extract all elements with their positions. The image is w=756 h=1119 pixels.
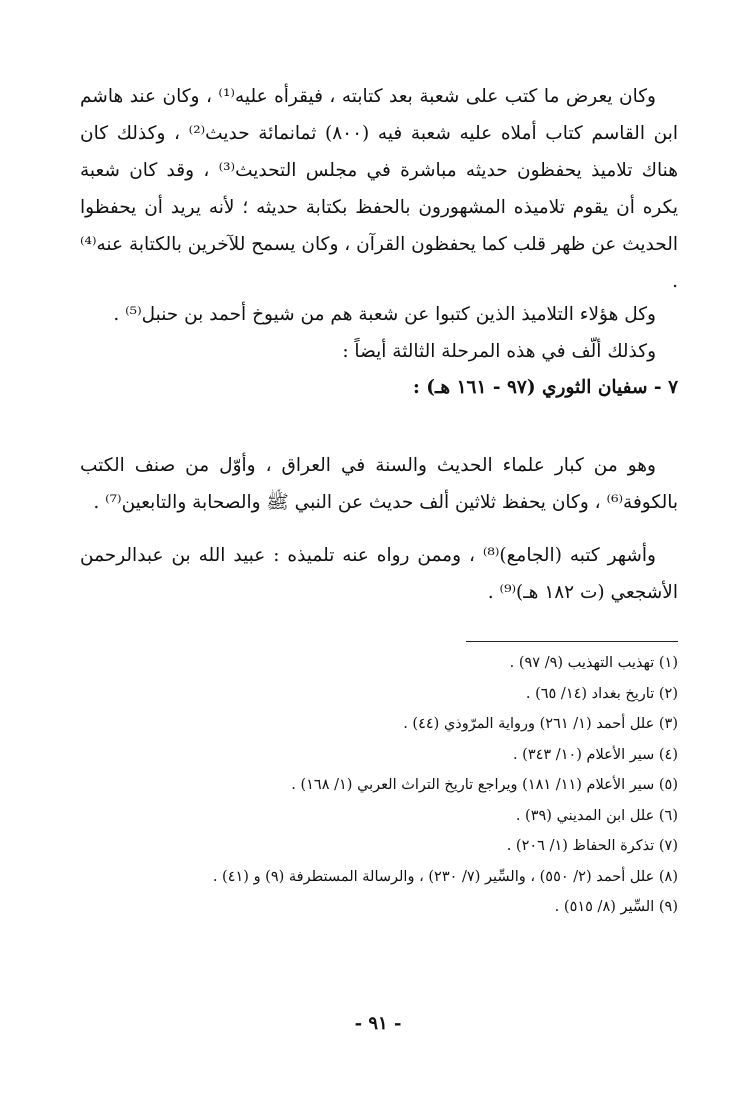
footnotes-list bbox=[80, 648, 678, 923]
footnote-2: (٢) تاريخ بغداد (١٤/ ٦٥) . bbox=[525, 685, 678, 702]
paragraph-shuba-writing: وكان يعرض ما كتب على شعبة بعد كتابته ، فيقرأه عليه⁽¹⁾ ، وكان عند هاشم ابن القاسم كتاب أملاه عليه شعبة فيه (٨٠٠) ثمانمائة حديث⁽²⁾ ، وكذلك كان هناك تلاميذ يحفظون حديثه مباشرة في مجلس التحديث⁽³⁾ ، وقد كان شعبة يكره أن يقوم تلاميذه المشهورون بالحفظ بكتابة حديثه ؛ لأنه يريد أن يحفظوا الحديث عن ظهر قلب كما يحفظون القرآن ، وكان يسمح للآخرين بالكتابة عنه⁽⁴⁾ . bbox=[80, 86, 678, 292]
footnote-3: (٣) علل أحمد (١/ ٢٦١) ورواية المرّوذي (٤٤) . bbox=[403, 716, 678, 732]
footnote-1: (١) تهذيب التهذيب (٩/ ٩٧) . bbox=[509, 655, 678, 671]
footnote-7: (٧) تذكرة الحفاظ (١/ ٢٠٦) . bbox=[506, 838, 678, 854]
footnote-4: (٤) سير الأعلام (١٠/ ٣٤٣) . bbox=[512, 746, 678, 763]
footnote-divider bbox=[466, 641, 678, 642]
paragraph-third-stage: وكذلك ألّف في هذه المرحلة الثالثة أيضاً : bbox=[342, 341, 656, 362]
footnote-8: (٨) علل أحمد (٢/ ٥٥٠) ، والسِّير (٧/ ٢٣٠) ، والرسالة المستطرفة (٩) و (٤١) . bbox=[212, 868, 678, 885]
paragraph-sufyan-bio: وهو من كبار علماء الحديث والسنة في العراق ، وأوّل من صنف الكتب بالكوفة⁽⁶⁾ ، وكان يحفظ ثلاثين ألف حديث عن النبي ﷺ والصحابة والتابعين⁽⁷⁾ . bbox=[80, 455, 678, 513]
footnote-5: (٥) سير الأعلام (١١/ ١٨١) ويراجع تاريخ التراث العربي (١/ ١٦٨) . bbox=[291, 777, 678, 793]
paragraph-jami-book: وأشهر كتبه (الجامع)⁽⁸⁾ ، وممن رواه عنه تلميذه : عبيد الله بن عبدالرحمن الأشجعي (ت ١٨٢ هـ)⁽⁹⁾ . bbox=[80, 545, 678, 603]
page-number: - ٩١ - bbox=[354, 1013, 402, 1034]
footnote-6: (٦) علل ابن المديني (٣٩) . bbox=[515, 807, 678, 824]
paragraph-ahmad-teachers: وكل هؤلاء التلاميذ الذين كتبوا عن شعبة هم من شيوخ أحمد بن حنبل⁽⁵⁾ . bbox=[113, 304, 656, 325]
section-heading-sufyan: ٧ - سفيان الثوري (٩٧ - ١٦١ هـ) : bbox=[412, 377, 678, 398]
footnote-9: (٩) السِّير (٨/ ٥١٥) . bbox=[554, 899, 678, 915]
